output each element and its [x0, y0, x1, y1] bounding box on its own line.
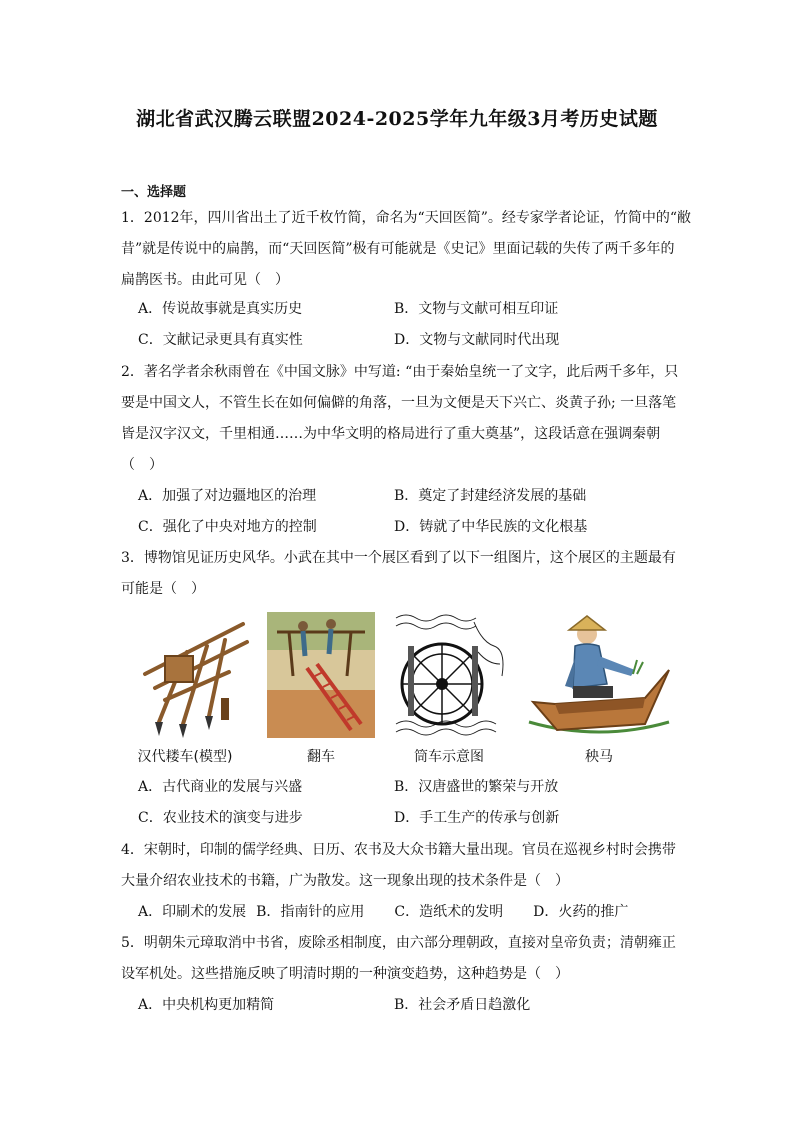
question-line: 2．著名学者余秋雨曾在《中国文脉》中写道: “由于秦始皇统一了文字，此后两千多年，只 — [121, 364, 679, 380]
option-a: A．中央机构更加精简 — [138, 997, 275, 1013]
question-2-options — [138, 481, 678, 543]
option-a: A．传说故事就是真实历史 — [138, 301, 303, 317]
question-line: 扁鹊医书。由此可见（ ） — [121, 272, 289, 288]
option-d: D．文物与文献同时代出现 — [394, 332, 560, 348]
question-1-options — [138, 294, 678, 356]
figure-caption: 筒车示意图 — [414, 749, 484, 765]
option-d: D．火药的推广 — [533, 904, 629, 920]
question-line: 5．明朝朱元璋取消中书省，废除丞相制度，由六部分理朝政，直接对皇帝负责；清朝雍正 — [121, 935, 676, 951]
seed-drill-figure — [125, 612, 250, 740]
chain-pump-figure — [267, 612, 375, 738]
question-3-options — [138, 772, 678, 834]
option-c: C．造纸术的发明 — [394, 904, 504, 920]
option-a: A．加强了对边疆地区的治理 — [138, 488, 317, 504]
option-b: B．汉唐盛世的繁荣与开放 — [394, 779, 559, 795]
rice-horse-figure — [525, 612, 673, 738]
option-b: B．奠定了封建经济发展的基础 — [394, 488, 587, 504]
option-c: C．农业技术的演变与进步 — [138, 810, 303, 826]
page-title: 湖北省武汉腾云联盟2024-2025学年九年级3月考历史试题 — [136, 108, 658, 130]
figure-caption: 翻车 — [307, 749, 335, 765]
question-line: 设军机处。这些措施反映了明清时期的一种演变趋势，这种趋势是（ ） — [121, 966, 569, 982]
question-line: 1．2012年，四川省出土了近千枚竹简，命名为“天回医简”。经专家学者论证，竹简中的“敝 — [121, 210, 692, 226]
question-line: 要是中国文人，不管生长在如何偏僻的角落，一旦为文便是天下兴亡、炎黄子孙; 一旦落笔 — [121, 395, 677, 411]
question-5-options — [138, 990, 678, 1021]
question-3-figures — [121, 612, 677, 770]
question-1 — [121, 203, 692, 296]
figure-caption: 秧马 — [585, 749, 613, 765]
question-line: 可能是（ ） — [121, 581, 205, 597]
option-a: A．古代商业的发展与兴盛 — [138, 779, 303, 795]
option-b: B．社会矛盾日趋激化 — [394, 997, 531, 1013]
question-line: 皆是汉字汉文，千里相通……为中华文明的格局进行了重大奠基”，这段话意在强调秦朝 — [121, 426, 661, 442]
option-d: D．手工生产的传承与创新 — [394, 810, 560, 826]
question-line: （ ） — [121, 457, 163, 473]
option-a: A．印刷术的发展 — [138, 904, 247, 920]
question-5 — [121, 928, 677, 990]
water-wheel-figure — [394, 612, 504, 738]
question-4-options — [138, 897, 678, 928]
question-4 — [121, 835, 677, 897]
question-line: 3．博物馆见证历史风华。小武在其中一个展区看到了以下一组图片，这个展区的主题最有 — [121, 550, 676, 566]
question-line: 昔”就是传说中的扁鹊，而“天回医简”极有可能就是《史记》里面记载的失传了两千多年的 — [121, 241, 675, 257]
option-c: C．文献记录更具有真实性 — [138, 332, 303, 348]
option-b: B．指南针的应用 — [256, 904, 365, 920]
question-3 — [121, 543, 677, 605]
section-heading: 一、选择题 — [121, 185, 187, 200]
question-line: 4．宋朝时，印制的儒学经典、日历、农书及大众书籍大量出现。官员在巡视乡村时会携带 — [121, 842, 676, 858]
question-line: 大量介绍农业技术的书籍，广为散发。这一现象出现的技术条件是（ ） — [121, 873, 569, 889]
question-2 — [121, 357, 677, 481]
option-b: B．文物与文献可相互印证 — [394, 301, 559, 317]
option-c: C．强化了中央对地方的控制 — [138, 519, 317, 535]
figure-caption: 汉代耧车(模型) — [137, 749, 233, 765]
option-d: D．铸就了中华民族的文化根基 — [394, 519, 588, 535]
